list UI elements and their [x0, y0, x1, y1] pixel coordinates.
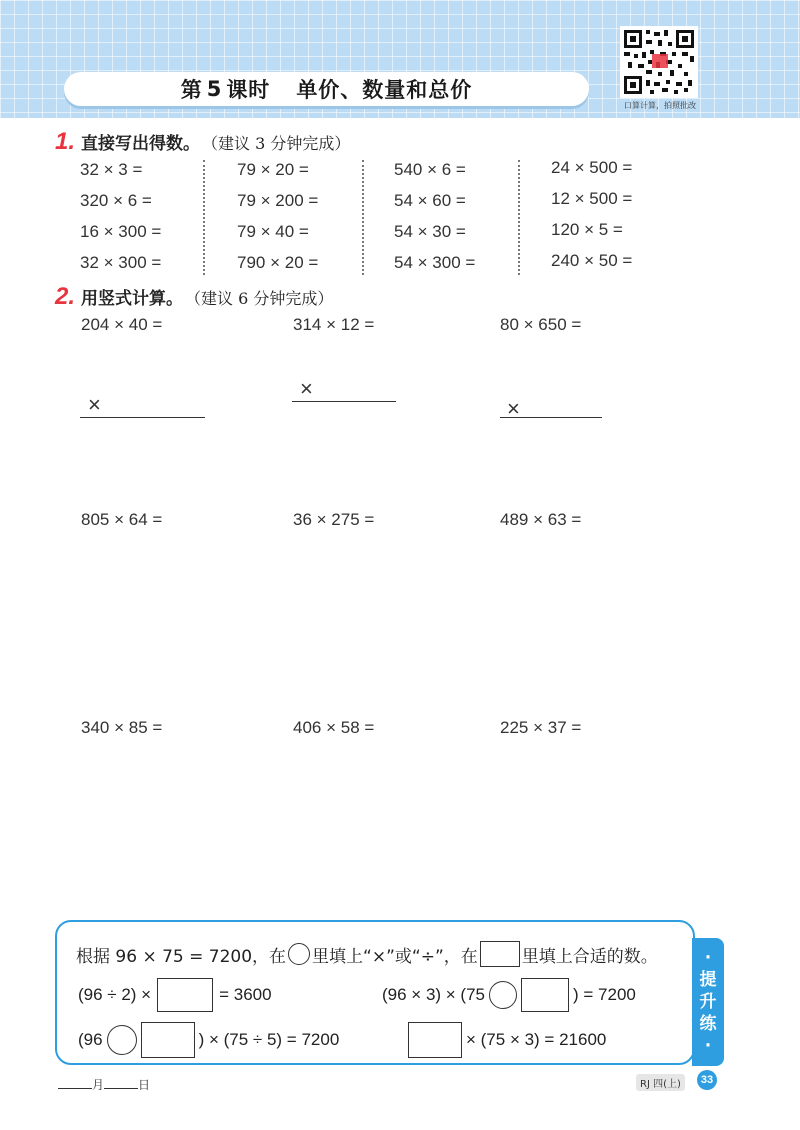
instruction-part: 里填上合适的数。: [521, 946, 658, 967]
q1-problem: 24 × 500 =: [551, 158, 633, 177]
q2-problem: 204 × 40 =: [81, 315, 163, 334]
q1-problem: 16 × 300 =: [80, 222, 162, 241]
instruction-part: 里填上“×”或“÷”，在: [312, 946, 478, 967]
q2-problem: 340 × 85 =: [81, 718, 163, 737]
q2-problem: 225 × 37 =: [500, 718, 582, 737]
multiply-sign: ×: [507, 396, 520, 421]
answer-box[interactable]: [521, 978, 569, 1012]
q1-problem: 120 × 5 =: [551, 220, 623, 239]
column-divider: [203, 160, 205, 275]
equation-text: (96 ÷ 2) ×: [78, 985, 152, 1004]
q1-problem: 79 × 20 =: [237, 160, 309, 179]
q2-label: 用竖式计算。: [81, 289, 184, 309]
instruction-part: 根据 96 × 75 = 7200，在: [76, 946, 287, 967]
operator-circle[interactable]: [107, 1025, 137, 1055]
vertical-calc-line: [500, 417, 602, 418]
q2-problem: 80 × 650 =: [500, 315, 582, 334]
equation-2: [382, 978, 636, 1012]
answer-box[interactable]: [157, 978, 213, 1012]
q2-problem: 805 × 64 =: [81, 510, 163, 529]
q2-heading: [55, 283, 333, 311]
q1-problem: 79 × 200 =: [237, 191, 319, 210]
q2-note: （建议 6 分钟完成）: [185, 289, 334, 308]
operator-circle-example: [288, 943, 310, 965]
q2-number: 2.: [55, 283, 76, 310]
q1-problem: 12 × 500 =: [551, 189, 633, 208]
equation-text: ) = 7200: [573, 985, 636, 1004]
month-blank[interactable]: [58, 1088, 92, 1089]
equation-text: ) × (75 ÷ 5) = 7200: [198, 1030, 340, 1049]
equation-3: [78, 1022, 339, 1058]
edition-tag: RJ 四(上): [636, 1074, 685, 1091]
q2-problem: 489 × 63 =: [500, 510, 582, 529]
equation-text: (96: [78, 1030, 103, 1049]
q2-problem: 406 × 58 =: [293, 718, 375, 737]
multiply-sign: ×: [88, 392, 101, 417]
operator-circle[interactable]: [489, 981, 517, 1009]
qr-caption: 口算计算，拍照批改: [624, 101, 696, 110]
q1-problem: 79 × 40 =: [237, 222, 309, 241]
title-topic: 单价、数量和总价: [296, 78, 473, 102]
month-label: 月: [92, 1078, 105, 1092]
q1-problem: 320 × 6 =: [80, 191, 152, 210]
equation-text: (96 × 3) × (75: [382, 985, 486, 1004]
q2-problem: 36 × 275 =: [293, 510, 375, 529]
tab-dot: ·: [704, 948, 712, 968]
tab-dot: ·: [704, 1036, 712, 1056]
answer-box[interactable]: [408, 1022, 462, 1058]
tab-char: 升: [699, 992, 717, 1012]
q1-note: （建议 3 分钟完成）: [202, 134, 351, 153]
title-prefix: 第: [180, 78, 203, 102]
q1-problem: 32 × 300 =: [80, 253, 162, 272]
q1-problem: 540 × 6 =: [394, 160, 466, 179]
equation-text: = 3600: [219, 985, 272, 1004]
q1-number: 1.: [55, 128, 76, 155]
title-mid: 课时: [226, 78, 271, 102]
equation-1: [78, 978, 272, 1012]
column-divider: [362, 160, 364, 275]
number-box-example: [480, 941, 520, 967]
vertical-calc-line: [80, 417, 205, 418]
q1-problem: 790 × 20 =: [237, 253, 319, 272]
page-number: 33: [697, 1070, 717, 1090]
answer-box[interactable]: [141, 1022, 195, 1058]
day-blank[interactable]: [104, 1088, 138, 1089]
equation-text: × (75 × 3) = 21600: [466, 1030, 607, 1049]
qr-code-icon[interactable]: [620, 26, 698, 98]
extension-tab: [692, 938, 724, 1066]
multiply-sign: ×: [300, 376, 313, 401]
lesson-number: 5: [206, 77, 223, 101]
q1-problem: 54 × 30 =: [394, 222, 466, 241]
q1-problem: 54 × 300 =: [394, 253, 476, 272]
q2-problem: 314 × 12 =: [293, 315, 375, 334]
vertical-calc-line: [292, 401, 396, 402]
q1-heading: [55, 128, 350, 156]
q1-problem: 32 × 3 =: [80, 160, 143, 179]
column-divider: [518, 160, 520, 275]
extension-instruction: [76, 940, 658, 968]
equation-4: [408, 1022, 606, 1058]
date-field: [58, 1076, 150, 1093]
tab-char: 提: [699, 970, 717, 990]
q1-problem: 54 × 60 =: [394, 191, 466, 210]
q1-problem: 240 × 50 =: [551, 251, 633, 270]
day-label: 日: [138, 1078, 151, 1092]
q1-label: 直接写出得数。: [81, 134, 201, 154]
tab-char: 练: [699, 1014, 717, 1034]
page-title: [64, 72, 589, 106]
